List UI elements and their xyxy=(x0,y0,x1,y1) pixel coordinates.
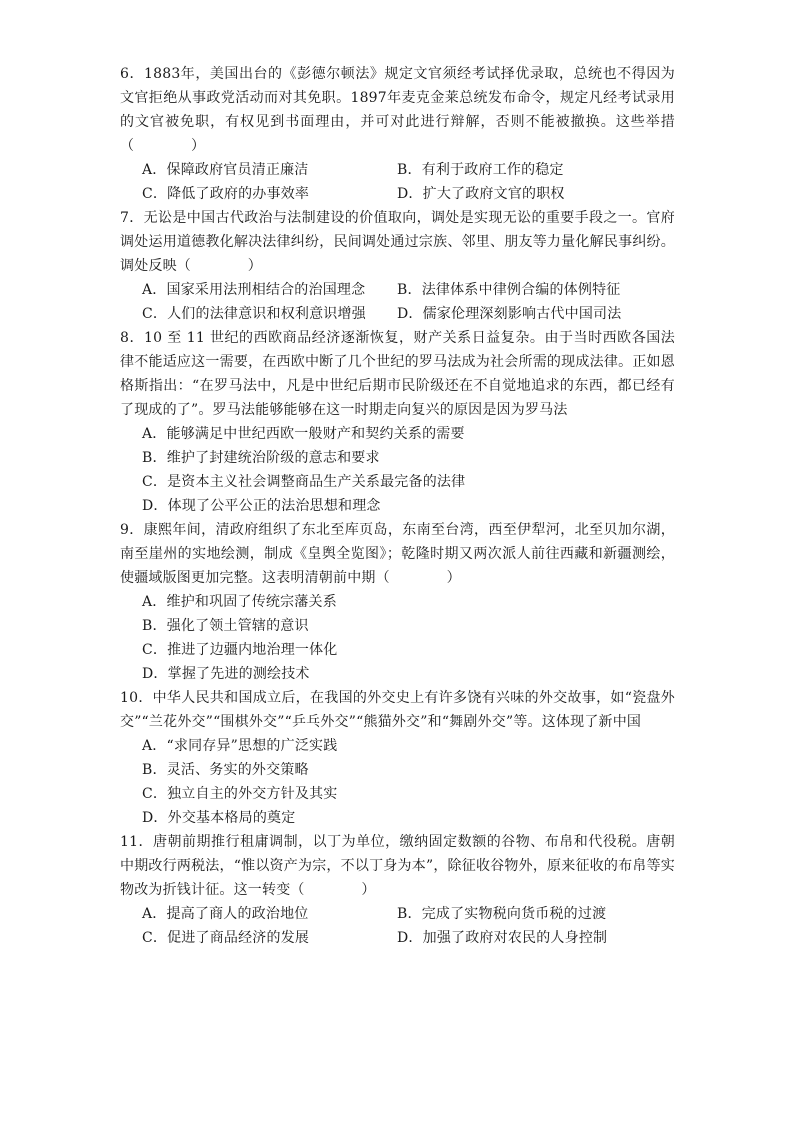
option-d: D．外交基本格局的奠定 xyxy=(142,810,296,826)
option-b: B．完成了实物税向货币税的过渡 xyxy=(397,906,607,922)
exam-page xyxy=(120,62,675,950)
option-c: C．降低了政府的办事效率 xyxy=(142,186,310,202)
option-a: A．“求同存异”思想的广泛实践 xyxy=(142,738,338,754)
options-list xyxy=(120,734,675,830)
option-b: B．灵活、务实的外交策略 xyxy=(142,762,309,778)
option-d: D．体现了公平公正的法治思想和理念 xyxy=(142,498,381,514)
question-10 xyxy=(120,686,675,830)
option-c: C．促进了商品经济的发展 xyxy=(142,930,310,946)
option-a: A．提高了商人的政治地位 xyxy=(142,906,309,922)
question-7 xyxy=(120,206,675,326)
option-d: D．扩大了政府文官的职权 xyxy=(397,186,565,202)
option-c: C．是资本主义社会调整商品生产关系最完备的法律 xyxy=(142,474,466,490)
options-grid xyxy=(120,902,675,950)
question-stem: 10．中华人民共和国成立后，在我国的外交史上有许多饶有兴味的外交故事，如“瓷盘外交”“兰花外交”“围棋外交”“乒乓外交”“熊猫外交”和“舞剧外交”等。这体现了新中国 xyxy=(120,690,675,730)
option-a: A．维护和巩固了传统宗藩关系 xyxy=(142,594,337,610)
question-stem: 11．唐朝前期推行租庸调制，以丁为单位，缴纳固定数额的谷物、布帛和代役税。唐朝中期改行两税法，“惟以资产为宗，不以丁身为本”，除征收谷物外，原来征收的布帛等实物改为折钱计征。这一转变（ ） xyxy=(120,834,675,898)
option-b: B．有利于政府工作的稳定 xyxy=(397,162,564,178)
question-11 xyxy=(120,830,675,950)
option-b: B．维护了封建统治阶级的意志和要求 xyxy=(142,450,380,466)
option-a: A．国家采用法刑相结合的治国理念 xyxy=(142,282,366,298)
question-8 xyxy=(120,326,675,518)
option-d: D．掌握了先进的测绘技术 xyxy=(142,666,310,682)
option-b: B．强化了领土管辖的意识 xyxy=(142,618,309,634)
options-list xyxy=(120,590,675,686)
question-stem: 7．无讼是中国古代政治与法制建设的价值取向，调处是实现无讼的重要手段之一。官府调处运用道德教化解决法律纠纷，民间调处通过宗族、邻里、朋友等力量化解民事纠纷。调处反映（ ） xyxy=(120,210,675,274)
question-stem: 8．10 至 11 世纪的西欧商品经济逐渐恢复，财产关系日益复杂。由于当时西欧各国法律不能适应这一需要，在西欧中断了几个世纪的罗马法成为社会所需的现成法律。正如恩格斯指出：“在罗马法中，凡是中世纪后期市民阶级还在不自觉地追求的东西，都已经有了现成的了”。罗马法能够能够在这一时期走向复兴的原因是因为罗马法 xyxy=(120,330,675,418)
option-b: B．法律体系中律例合编的体例特征 xyxy=(397,282,621,298)
options-grid xyxy=(120,278,675,326)
option-c: C．独立自主的外交方针及其实 xyxy=(142,786,338,802)
option-c: C．人们的法律意识和权利意识增强 xyxy=(142,306,366,322)
question-6 xyxy=(120,62,675,206)
question-stem: 6．1883年，美国出台的《彭德尔顿法》规定文官须经考试择优录取，总统也不得因为文官拒绝从事政党活动而对其免职。1897年麦克金莱总统发布命令，规定凡经考试录用的文官被免职，有权见到书面理由，并可对此进行辩解，否则不能被撤换。这些举措（ ） xyxy=(120,66,675,154)
option-a: A．保障政府官员清正廉洁 xyxy=(142,162,309,178)
option-d: D．儒家伦理深刻影响古代中国司法 xyxy=(397,306,622,322)
option-d: D．加强了政府对农民的人身控制 xyxy=(397,930,608,946)
question-stem: 9．康熙年间，清政府组织了东北至库页岛，东南至台湾，西至伊犁河，北至贝加尔湖，南至崖州的实地绘测，制成《皇舆全览图》；乾隆时期又两次派人前往西藏和新疆测绘，使疆域版图更加完整。这表明清朝前中期（ ） xyxy=(120,522,675,586)
question-9 xyxy=(120,518,675,686)
option-a: A．能够满足中世纪西欧一般财产和契约关系的需要 xyxy=(142,426,465,442)
option-c: C．推进了边疆内地治理一体化 xyxy=(142,642,338,658)
options-grid xyxy=(120,158,675,206)
options-list xyxy=(120,422,675,518)
